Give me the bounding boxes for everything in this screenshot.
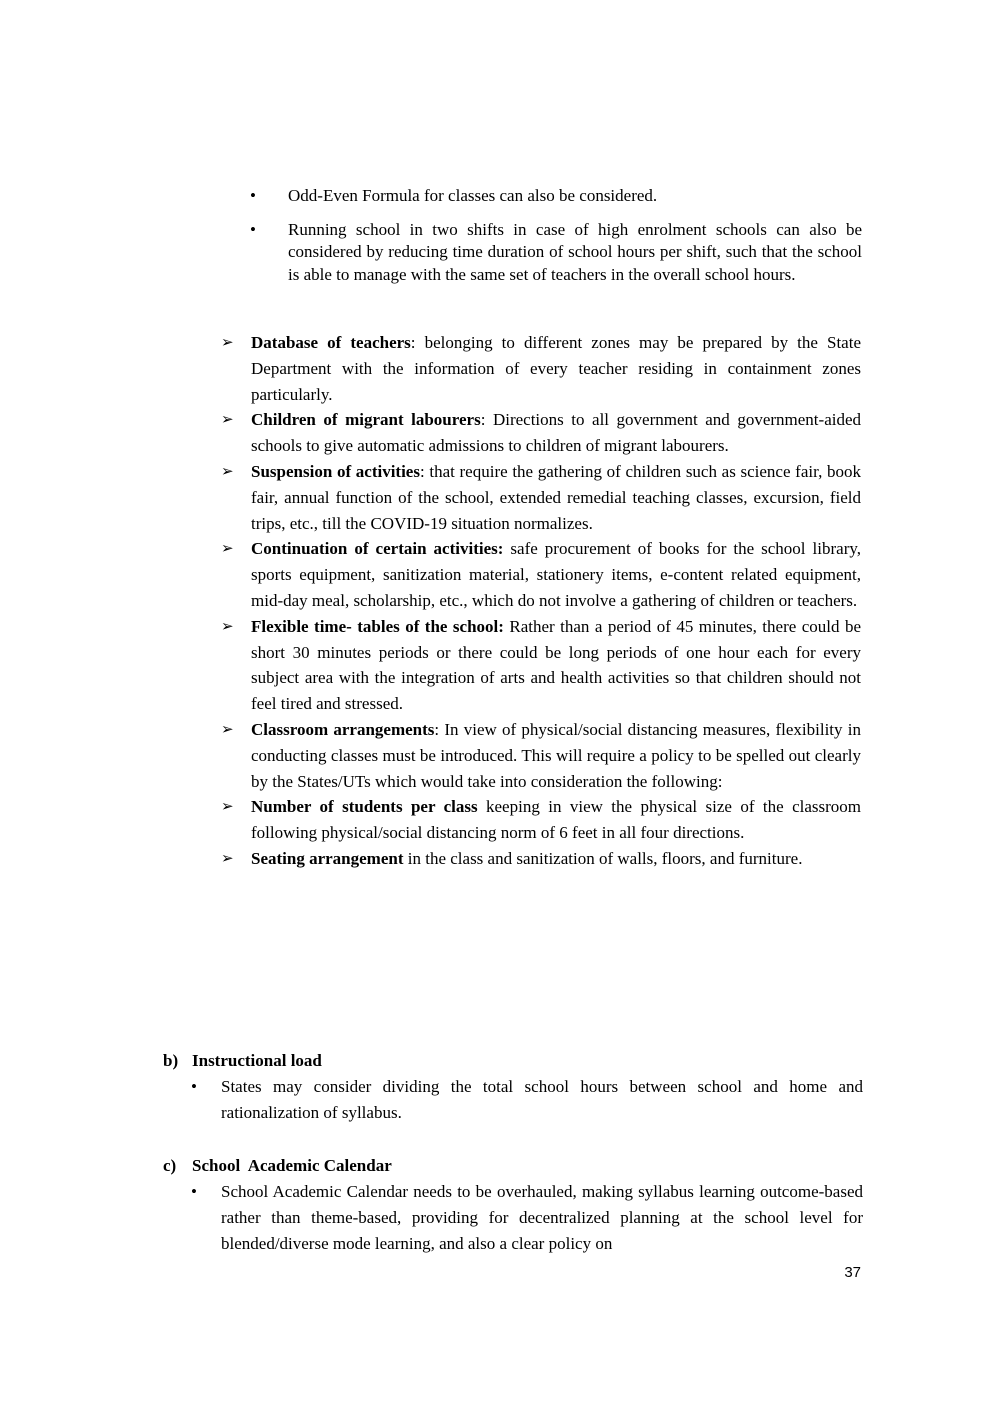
bullet-icon: • [191, 1182, 197, 1201]
section-school-academic-calendar [163, 1153, 863, 1257]
arrow-bullet-icon: ➢ [221, 539, 234, 558]
arrow-bullet-icon: ➢ [221, 616, 234, 635]
section-heading [163, 1048, 863, 1074]
item-heading: Flexible time- tables of the school: [251, 616, 504, 636]
item-heading: Suspension of activities [251, 461, 420, 481]
item-text: Rather than a period of 45 minutes, there could be short 30 minutes periods or there could be long periods of one hour each for every subject area with the integration of arts and health activities so that children should not feel tired and stressed. [251, 616, 861, 714]
item-text: : In view of physical/social distancing measures, flexibility in conducting classes must be introduced. This will require a policy to be spelled out clearly by the States/UTs which would take into consideration the following: [251, 719, 861, 791]
list-item [221, 717, 861, 794]
list-item [221, 536, 861, 613]
item-heading: Number of students per class [251, 797, 478, 817]
item-text: keeping in view the physical size of the classroom following physical/social distancing norm of 6 feet in all four directions. [251, 797, 862, 843]
list-item [221, 330, 861, 407]
section-label: c) [163, 1156, 177, 1175]
arrow-bullet-icon: ➢ [221, 461, 234, 480]
bullet-icon: • [250, 219, 256, 239]
list-item [221, 794, 861, 846]
section-label: b) [163, 1051, 179, 1070]
arrow-bullet-icon: ➢ [221, 719, 234, 738]
list-item-text: Running school in two shifts in case of high enrolment schools can also be considered by reducing time duration of school hours per shift, such that the school is able to manage with the same set of teachers in the overall school hours. [288, 219, 862, 284]
arrow-bullet-icon: ➢ [221, 333, 234, 351]
item-text: : belonging to different zones may be prepared by the State Department with the information of every teacher residing in containment zones particularly. [251, 333, 861, 404]
list-item [221, 614, 861, 717]
bullet-icon: • [191, 1077, 197, 1096]
section-title: Instructional load [192, 1051, 322, 1070]
list-item-text: Odd-Even Formula for classes can also be considered. [288, 186, 658, 205]
list-item-text: School Academic Calendar needs to be overhauled, making syllabus learning outcome-based rather than theme-based, providing for decentralized planning at the school level for blended/diverse mode learning, and also a clear policy on [221, 1182, 863, 1253]
item-heading: Children of migrant labourers [251, 410, 481, 430]
item-text: : Directions to all government and government-aided schools to give automatic admissions to children of migrant labourers. [251, 410, 862, 456]
arrow-bullet-icon: ➢ [221, 410, 234, 429]
item-text: : that require the gathering of children such as science fair, book fair, annual function of the school, extended remedial teaching classes, excursion, field trips, etc., till the COVID-19 situation normalizes. [251, 461, 861, 533]
arrow-bullet-icon: ➢ [221, 797, 234, 816]
top-bullet-list [250, 185, 862, 297]
item-heading: Database of teachers [251, 333, 411, 352]
arrow-bullet-icon: ➢ [221, 848, 234, 867]
list-item [250, 185, 862, 208]
item-heading: Classroom arrangements [251, 719, 435, 739]
list-item-text: States may consider dividing the total school hours between school and home and rationalization of syllabus. [221, 1077, 863, 1122]
section-heading [163, 1153, 863, 1179]
list-item [221, 846, 861, 872]
section-title: School Academic Calendar [192, 1156, 392, 1175]
section-instructional-load [163, 1048, 863, 1126]
item-text: in the class and sanitization of walls, floors, and furniture. [403, 848, 803, 868]
list-item [221, 459, 861, 536]
item-heading: Seating arrangement [251, 848, 404, 868]
bullet-icon: • [250, 186, 256, 205]
list-item [191, 1074, 863, 1126]
item-text: safe procurement of books for the school library, sports equipment, sanitization material, stationery items, e-content related equipment, mid-day meal, scholarship, etc., which do not involve a gathering of children or teachers. [251, 539, 862, 610]
item-heading: Continuation of certain activities: [251, 539, 504, 559]
list-item [221, 407, 861, 459]
list-item [191, 1179, 863, 1257]
arrow-bullet-list [221, 330, 861, 872]
list-item [250, 219, 862, 287]
page-number: 37 [844, 1264, 861, 1281]
